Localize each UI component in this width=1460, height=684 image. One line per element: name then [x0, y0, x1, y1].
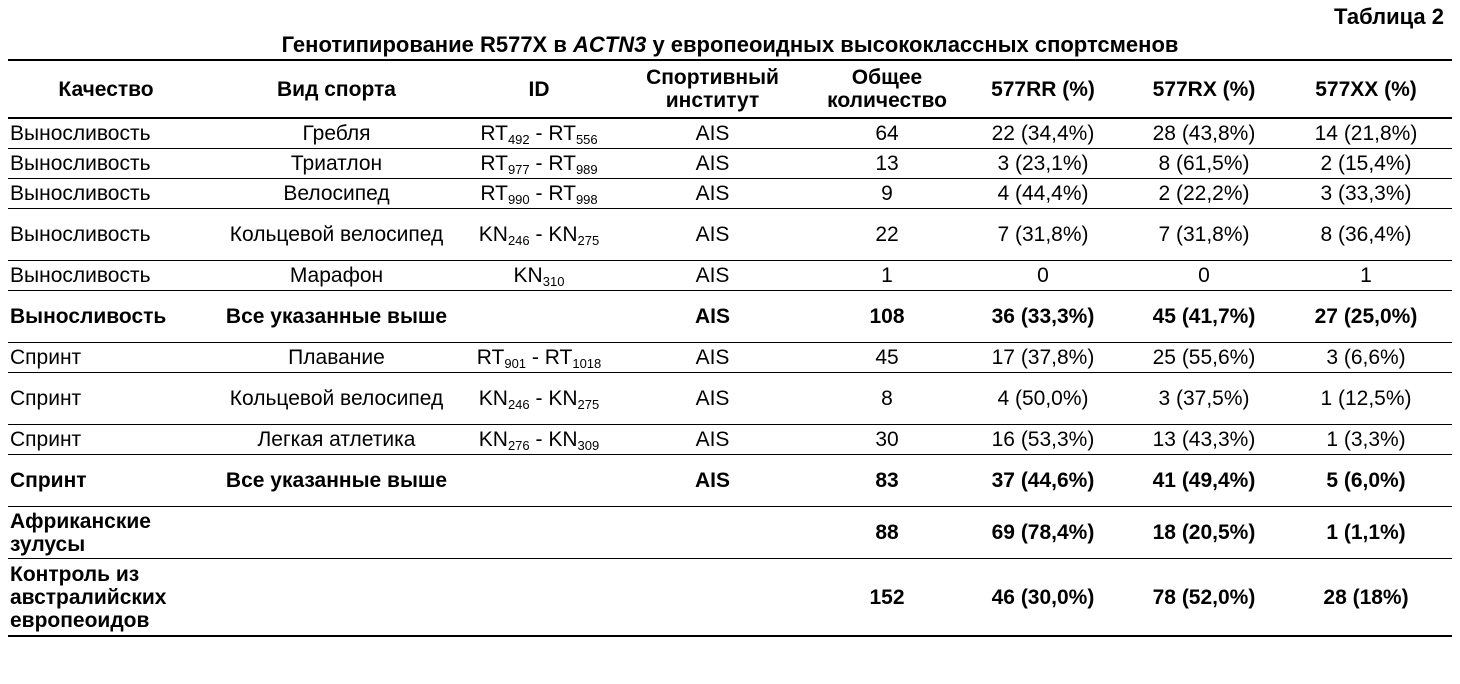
cell-rr: 4 (50,0%) [958, 373, 1128, 425]
cell-rx: 28 (43,8%) [1128, 118, 1280, 149]
cell-total: 30 [816, 425, 958, 455]
cell-rr: 4 (44,4%) [958, 179, 1128, 209]
cell-sport: Триатлон [204, 149, 469, 179]
id-prefix-a: RT [480, 182, 508, 205]
id-separator: - [529, 182, 549, 205]
cell-total: 108 [816, 291, 958, 343]
cell-xx: 3 (33,3%) [1280, 179, 1452, 209]
cell-total: 1 [816, 261, 958, 291]
cell-sport: Плавание [204, 343, 469, 373]
cell-sport [204, 507, 469, 559]
cell-xx: 1 (12,5%) [1280, 373, 1452, 425]
table-row [8, 455, 1452, 507]
table-row [8, 373, 1452, 425]
cell-xx: 1 (1,1%) [1280, 507, 1452, 559]
id-prefix-b: KN [548, 223, 578, 246]
cell-quality: Спринт [8, 455, 204, 507]
table-row [8, 425, 1452, 455]
cell-id [469, 261, 609, 291]
id-prefix-b: KN [548, 387, 578, 410]
cell-institute: AIS [609, 343, 816, 373]
cell-quality: Выносливость [8, 118, 204, 149]
caption-gene: ACTN3 [572, 32, 647, 57]
table-row [8, 261, 1452, 291]
cell-rx: 41 (49,4%) [1128, 455, 1280, 507]
cell-quality: Контроль из австралийских европеоидов [8, 559, 204, 637]
header-rr: 577RR (%) [958, 60, 1128, 118]
table-caption [0, 32, 1460, 58]
caption-text-start: Генотипирование R577X в [281, 32, 573, 57]
cell-rx: 3 (37,5%) [1128, 373, 1280, 425]
cell-id [469, 291, 609, 343]
cell-id [469, 507, 609, 559]
id-prefix-a: RT [480, 152, 508, 175]
cell-rr: 17 (37,8%) [958, 343, 1128, 373]
id-prefix-a: RT [480, 122, 508, 145]
cell-sport: Легкая атлетика [204, 425, 469, 455]
header-total: Общее количество [816, 60, 958, 118]
cell-total: 64 [816, 118, 958, 149]
cell-institute: AIS [609, 261, 816, 291]
table-row [8, 559, 1452, 637]
cell-rx: 13 (43,3%) [1128, 425, 1280, 455]
id-range-start: 246 [507, 397, 530, 412]
cell-xx: 28 (18%) [1280, 559, 1452, 637]
cell-rx: 78 (52,0%) [1128, 559, 1280, 637]
id-prefix-b: RT [544, 346, 573, 369]
cell-xx: 3 (6,6%) [1280, 343, 1452, 373]
cell-id [469, 425, 609, 455]
table-row [8, 507, 1452, 559]
header-quality: Качество [8, 60, 204, 118]
id-range-end: 989 [575, 162, 598, 177]
cell-sport: Все указанные выше [204, 455, 469, 507]
id-prefix-a: KN [478, 223, 508, 246]
id-prefix-b: KN [548, 428, 578, 451]
cell-rr: 22 (34,4%) [958, 118, 1128, 149]
header-rx: 577RX (%) [1128, 60, 1280, 118]
cell-rr: 0 [958, 261, 1128, 291]
cell-total: 9 [816, 179, 958, 209]
cell-sport: Кольцевой велосипед [204, 373, 469, 425]
cell-id [469, 455, 609, 507]
id-range-end: 309 [577, 438, 600, 453]
id-separator: - [529, 152, 549, 175]
genotype-table [8, 59, 1452, 637]
cell-institute: AIS [609, 209, 816, 261]
cell-rx: 8 (61,5%) [1128, 149, 1280, 179]
id-prefix-b: RT [548, 152, 576, 175]
cell-sport: Марафон [204, 261, 469, 291]
cell-total: 13 [816, 149, 958, 179]
id-range-start: 276 [507, 438, 530, 453]
id-range-end: 275 [577, 397, 600, 412]
cell-institute: AIS [609, 425, 816, 455]
cell-institute: AIS [609, 373, 816, 425]
id-prefix-b: RT [548, 182, 576, 205]
cell-sport: Все указанные выше [204, 291, 469, 343]
header-institute: Спортивный институт [609, 60, 816, 118]
cell-total: 8 [816, 373, 958, 425]
table-row [8, 209, 1452, 261]
id-prefix-a: KN [513, 264, 543, 287]
table-row [8, 343, 1452, 373]
cell-total: 22 [816, 209, 958, 261]
cell-quality: Выносливость [8, 291, 204, 343]
id-range-start: 310 [542, 274, 565, 289]
cell-rr: 16 (53,3%) [958, 425, 1128, 455]
caption-text-end: у европеоидных высококлассных спортсменов [646, 32, 1179, 57]
header-xx: 577XX (%) [1280, 60, 1452, 118]
id-separator: - [526, 346, 545, 369]
cell-rr: 46 (30,0%) [958, 559, 1128, 637]
cell-id [469, 559, 609, 637]
id-separator: - [529, 387, 549, 410]
cell-institute: AIS [609, 291, 816, 343]
id-range-start: 990 [507, 192, 530, 207]
cell-rr: 36 (33,3%) [958, 291, 1128, 343]
id-range-start: 901 [504, 356, 527, 371]
cell-id [469, 149, 609, 179]
id-range-end: 1018 [572, 356, 602, 371]
cell-xx: 2 (15,4%) [1280, 149, 1452, 179]
cell-xx: 1 [1280, 261, 1452, 291]
cell-rr: 3 (23,1%) [958, 149, 1128, 179]
cell-id [469, 179, 609, 209]
cell-total: 152 [816, 559, 958, 637]
cell-xx: 8 (36,4%) [1280, 209, 1452, 261]
cell-xx: 1 (3,3%) [1280, 425, 1452, 455]
id-separator: - [529, 428, 549, 451]
cell-rx: 7 (31,8%) [1128, 209, 1280, 261]
table-row [8, 291, 1452, 343]
cell-id [469, 343, 609, 373]
cell-institute [609, 559, 816, 637]
table-row [8, 118, 1452, 149]
cell-sport: Кольцевой велосипед [204, 209, 469, 261]
id-separator: - [529, 223, 549, 246]
cell-id [469, 373, 609, 425]
cell-institute: AIS [609, 118, 816, 149]
cell-rx: 0 [1128, 261, 1280, 291]
cell-xx: 5 (6,0%) [1280, 455, 1452, 507]
cell-rx: 45 (41,7%) [1128, 291, 1280, 343]
cell-sport: Велосипед [204, 179, 469, 209]
cell-xx: 14 (21,8%) [1280, 118, 1452, 149]
table-row [8, 149, 1452, 179]
cell-quality: Выносливость [8, 149, 204, 179]
cell-rr: 69 (78,4%) [958, 507, 1128, 559]
cell-sport [204, 559, 469, 637]
cell-institute: AIS [609, 179, 816, 209]
cell-institute: AIS [609, 455, 816, 507]
cell-rr: 7 (31,8%) [958, 209, 1128, 261]
cell-rr: 37 (44,6%) [958, 455, 1128, 507]
id-range-end: 275 [577, 233, 600, 248]
cell-total: 88 [816, 507, 958, 559]
id-prefix-a: RT [476, 346, 505, 369]
header-sport: Вид спорта [204, 60, 469, 118]
cell-total: 83 [816, 455, 958, 507]
table-number: Таблица 2 [1333, 4, 1444, 29]
id-range-end: 998 [575, 192, 598, 207]
cell-total: 45 [816, 343, 958, 373]
cell-quality: Спринт [8, 425, 204, 455]
id-range-end: 556 [575, 132, 598, 147]
cell-quality: Спринт [8, 373, 204, 425]
cell-rx: 18 (20,5%) [1128, 507, 1280, 559]
id-prefix-a: KN [478, 428, 508, 451]
id-range-start: 246 [507, 233, 530, 248]
header-row [8, 60, 1452, 118]
cell-quality: Спринт [8, 343, 204, 373]
cell-institute [609, 507, 816, 559]
cell-rx: 2 (22,2%) [1128, 179, 1280, 209]
id-prefix-a: KN [478, 387, 508, 410]
id-range-start: 492 [507, 132, 530, 147]
cell-quality: Африканские зулусы [8, 507, 204, 559]
cell-institute: AIS [609, 149, 816, 179]
cell-quality: Выносливость [8, 209, 204, 261]
cell-rx: 25 (55,6%) [1128, 343, 1280, 373]
header-id: ID [469, 60, 609, 118]
cell-xx: 27 (25,0%) [1280, 291, 1452, 343]
cell-id [469, 209, 609, 261]
cell-id [469, 118, 609, 149]
table-body [8, 118, 1452, 636]
table-row [8, 179, 1452, 209]
id-separator: - [529, 122, 549, 145]
cell-quality: Выносливость [8, 179, 204, 209]
id-prefix-b: RT [548, 122, 576, 145]
cell-sport: Гребля [204, 118, 469, 149]
id-range-start: 977 [507, 162, 530, 177]
cell-quality: Выносливость [8, 261, 204, 291]
